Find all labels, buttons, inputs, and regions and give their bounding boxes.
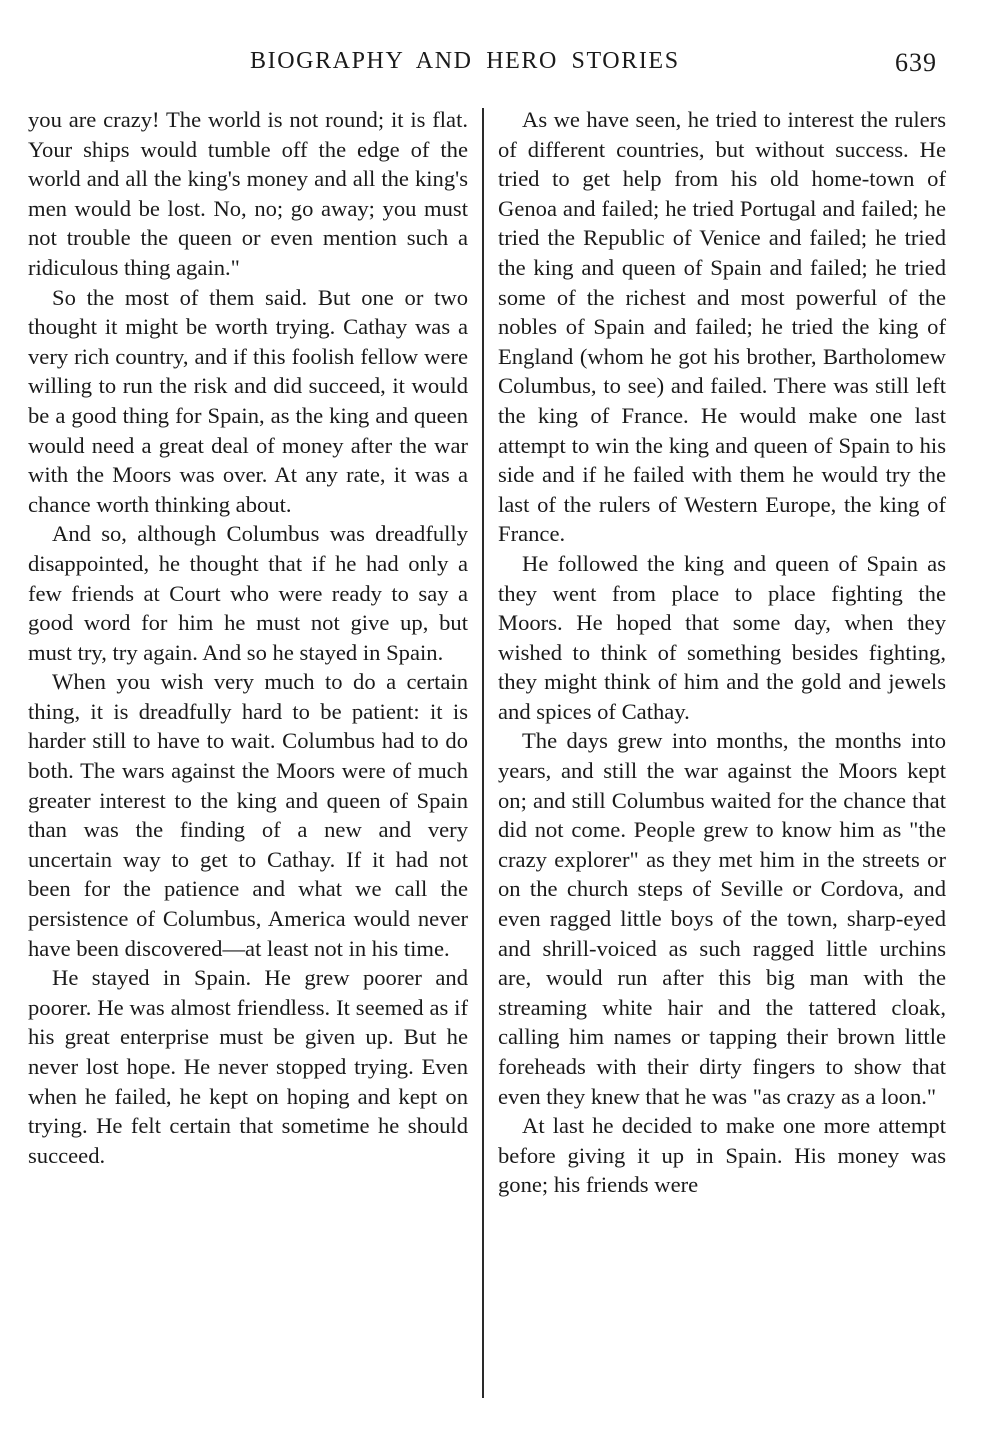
column-divider — [482, 108, 484, 1398]
running-head-title: BIOGRAPHY AND HERO STORIES — [250, 48, 680, 74]
paragraph: He followed the king and queen of Spain as they went from place to place fighting the Moors. He hoped that some day, when they wished to think of something besides fighting, they might think of him and the gold and jewels and spices of Cathay. — [498, 550, 946, 724]
running-header — [0, 48, 1000, 84]
paragraph: At last he decided to make one more attempt before giving it up in Spain. His money was gone; his friends were — [498, 1113, 946, 1198]
paragraph: As we have seen, he tried to interest the rulers of different countries, but without success. He tried to get help from his old home-town of Genoa and failed; he tried Portugal and failed; he tried the Republic of Venice and failed; he tried the king and queen of Spain and failed; he tried some of the richest and most powerful of the nobles of Spain and failed; he tried the king of England (whom he got his brother, Bartholomew Columbus, to see) and failed. There was still left the king of France. He would make one last attempt to win the king and queen of Spain to his side and if he failed with them he would try the last of the rulers of Western Europe, the king of France. — [498, 107, 946, 547]
paragraph: When you wish very much to do a certain thing, it is dreadfully hard to be patient: it is harder still to have to wait. Columbus had to do both. The wars against the Moors were of much greater interest to the king and queen of Spain than was the finding of a new and very uncertain way to get to Cathay. If it had not been for the patience and what we call the persistence of Columbus, America would never have been discovered—at least not in his time. — [28, 669, 468, 961]
right-column — [498, 105, 946, 1200]
page-number: 639 — [895, 48, 937, 77]
left-column — [28, 105, 468, 1170]
paragraph: The days grew into months, the months into years, and still the war against the Moors kept on; and still Columbus waited for the chance that did not come. People grew to know him as "the crazy explorer" as they met him in the streets or on the church steps of Seville or Cordova, and even ragged little boys of the town, sharp-eyed and shrill-voiced as such ragged little urchins are, would run after this big man with the streaming white hair and the tattered cloak, calling him names or tapping their brown little foreheads with their dirty fingers to show that even they knew that he was "as crazy as a loon." — [498, 728, 946, 1109]
paragraph: So the most of them said. But one or two thought it might be worth trying. Cathay was a very rich country, and if this foolish fellow were willing to run the risk and did succeed, it would be a good thing for Spain, as the king and queen would need a great deal of money after the war with the Moors was over. At any rate, it was a chance worth thinking about. — [28, 284, 468, 517]
paragraph: you are crazy! The world is not round; it is flat. Your ships would tumble off the edge of the world and all the king's money and all the king's men would be lost. No, no; go away; you must not trouble the queen or even mention such a ridiculous thing again." — [28, 107, 468, 280]
paragraph: He stayed in Spain. He grew poorer and poorer. He was almost friendless. It seemed as if his great enterprise must be given up. But he never lost hope. He never stopped trying. Even when he failed, he kept on hoping and kept on trying. He felt certain that sometime he should succeed. — [28, 965, 468, 1168]
paragraph: And so, although Columbus was dreadfully disappointed, he thought that if he had only a few friends at Court who were ready to say a good word for him he must not give up, but must try, try again. And so he stayed in Spain. — [28, 521, 468, 665]
